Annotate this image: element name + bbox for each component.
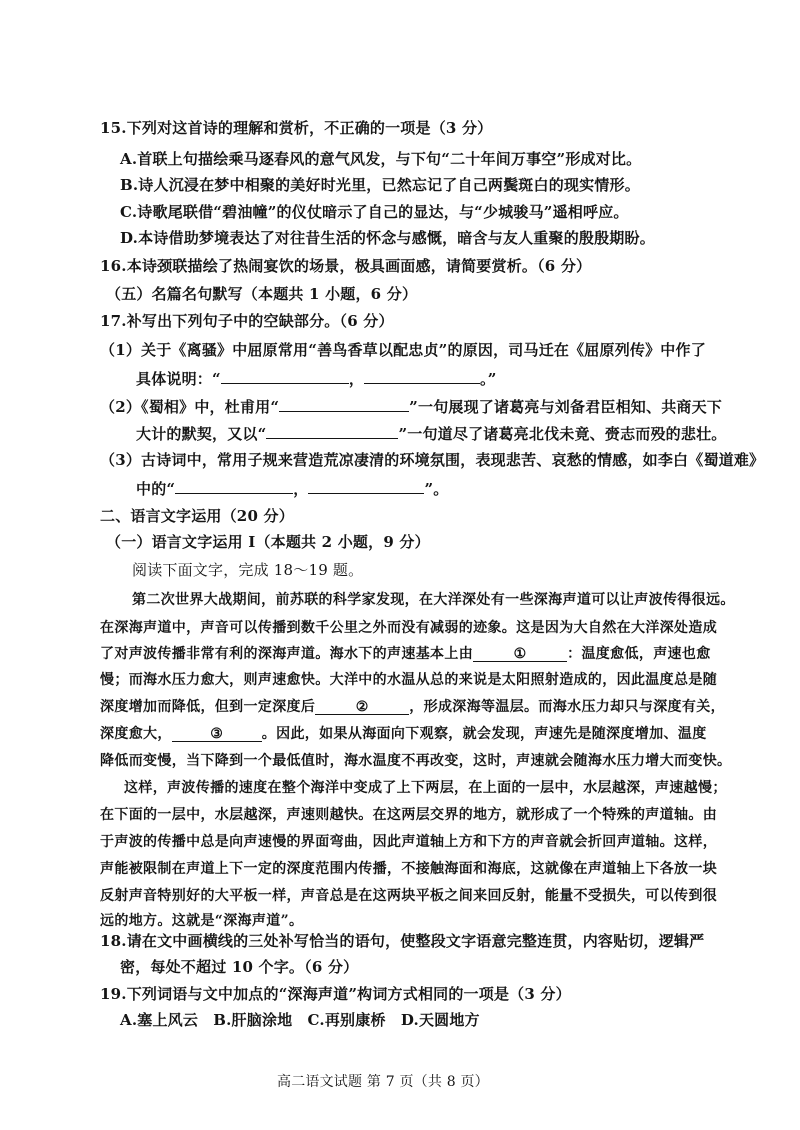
fill-blank[interactable] (364, 366, 480, 384)
q17-stem: 17.补写出下列句子中的空缺部分。（6 分） (100, 312, 394, 330)
passage-line: 降低而变慢，当下降到一个最低值时，海水温度不再改变，这时，声速就会随海水压力增大而变快。 (100, 753, 732, 769)
q15-option-d: D.本诗借助梦境表达了对往昔生活的怀念与感慨，暗含与友人重聚的殷殷期盼。 (120, 229, 655, 247)
fill-blank[interactable] (266, 421, 398, 439)
passage-line: 于声波的传播中总是向声速慢的界面弯曲，因此声道轴上方和下方的声音就会折回声道轴。这样， (100, 834, 718, 850)
reading-instruction: 阅读下面文字，完成 18～19 题。 (132, 561, 364, 579)
page-footer: 高二语文试题 第 7 页（共 8 页） (277, 1074, 489, 1090)
passage-line: 了对声波传播非常有利的深海声道。海水下的声速基本上由 ① ：温度愈低，声速也愈 (100, 646, 711, 662)
q19-options: A.塞上风云 B.肝脑涂地 C.再别康桥 D.天圆地方 (120, 1011, 480, 1029)
q17-item3-line1: （3）古诗词中，常用子规来营造荒凉凄清的环境氛围，表现悲苦、哀愁的情感，如李白《蜀道难》 (100, 451, 765, 469)
passage-line: 在深海声道中，声音可以传播到数千公里之外而没有减弱的迹象。这是因为大自然在大洋深处造成 (100, 620, 718, 636)
q15-option-a: A.首联上句描绘乘马逐春风的意气风发，与下句“二十年间万事空”形成对比。 (120, 150, 642, 168)
q18-line2: 密，每处不超过 10 个字。（6 分） (120, 958, 359, 976)
q18-line1: 18.请在文中画横线的三处补写恰当的语句，使整段文字语意完整连贯，内容贴切，逻辑严 (100, 932, 705, 950)
q17-item1-line1: （1）关于《离骚》中屈原常用“善鸟香草以配忠贞”的原因，司马迁在《屈原列传》中作了 (100, 341, 706, 359)
passage-line: 深度愈大， ③ 。因此，如果从海面向下观察，就会发现，声速先是随深度增加、温度 (100, 726, 707, 742)
passage-line: 第二次世界大战期间，前苏联的科学家发现，在大洋深处有一些深海声道可以让声波传得很远。 (132, 592, 735, 608)
passage-line: 慢；而海水压力愈大，则声速愈快。大洋中的水温从总的来说是太阳照射造成的，因此温度总是随 (100, 672, 718, 688)
passage-line: 在下面的一层中，水层越深，声速则越快。在这两层交界的地方，就形成了一个特殊的声道轴。由 (100, 807, 718, 823)
q17-item3-line2: 中的“ ， ”。 (136, 476, 448, 499)
q17-item2-line1: （2）《蜀相》中，杜甫用“ ”一句展现了诸葛亮与刘备君臣相知、共商天下 (100, 394, 722, 417)
fill-blank[interactable] (221, 366, 349, 384)
fill-blank[interactable] (308, 476, 424, 494)
part2-heading: 二、语言文字运用（20 分） (100, 507, 294, 525)
q15-stem: 15.下列对这首诗的理解和赏析，不正确的一项是（3 分） (100, 119, 493, 137)
passage-line: 声能被限制在声道上下一定的深度范围内传播，不接触海面和海底，这就像在声道轴上下各放一块 (100, 861, 718, 877)
q19-stem: 19.下列词语与文中加点的“深海声道”构词方式相同的一项是（3 分） (100, 985, 571, 1003)
fill-blank[interactable] (279, 394, 409, 412)
passage-line: 反射声音特别好的大平板一样，声音总是在这两块平板之间来回反射，能量不受损失，可以传到很 (100, 888, 718, 904)
passage-line: 远的地方。这就是“深海声道”。 (100, 913, 304, 929)
q15-option-b: B.诗人沉浸在梦中相聚的美好时光里，已然忘记了自己两鬓斑白的现实情形。 (120, 176, 640, 194)
section5-heading: （五）名篇名句默写（本题共 1 小题，6 分） (106, 285, 418, 303)
q17-item2-line2: 大计的默契，又以“ ”一句道尽了诸葛亮北伐未竟、赍志而殁的悲壮。 (136, 421, 726, 444)
passage-blank-2[interactable]: ② (315, 697, 409, 715)
passage-line: 深度增加而降低，但到一定深度后 ② ，形成深海等温层。而海水压力却只与深度有关， (100, 699, 725, 715)
passage-line: 这样，声波传播的速度在整个海洋中变成了上下两层，在上面的一层中，水层越深，声速越慢； (124, 780, 727, 796)
passage-blank-3[interactable]: ③ (172, 724, 262, 742)
q16-stem: 16.本诗颈联描绘了热闹宴饮的场景，极具画面感，请简要赏析。（6 分） (100, 257, 592, 275)
passage-blank-1[interactable]: ① (473, 644, 567, 662)
q15-option-c: C.诗歌尾联借“碧油幢”的仪仗暗示了自己的显达，与“少城骏马”遥相呼应。 (120, 203, 629, 221)
fill-blank[interactable] (175, 476, 293, 494)
part2-sub1-heading: （一）语言文字运用 Ⅰ（本题共 2 小题，9 分） (106, 533, 430, 551)
q17-item1-line2: 具体说明：“ ， 。” (136, 366, 497, 389)
